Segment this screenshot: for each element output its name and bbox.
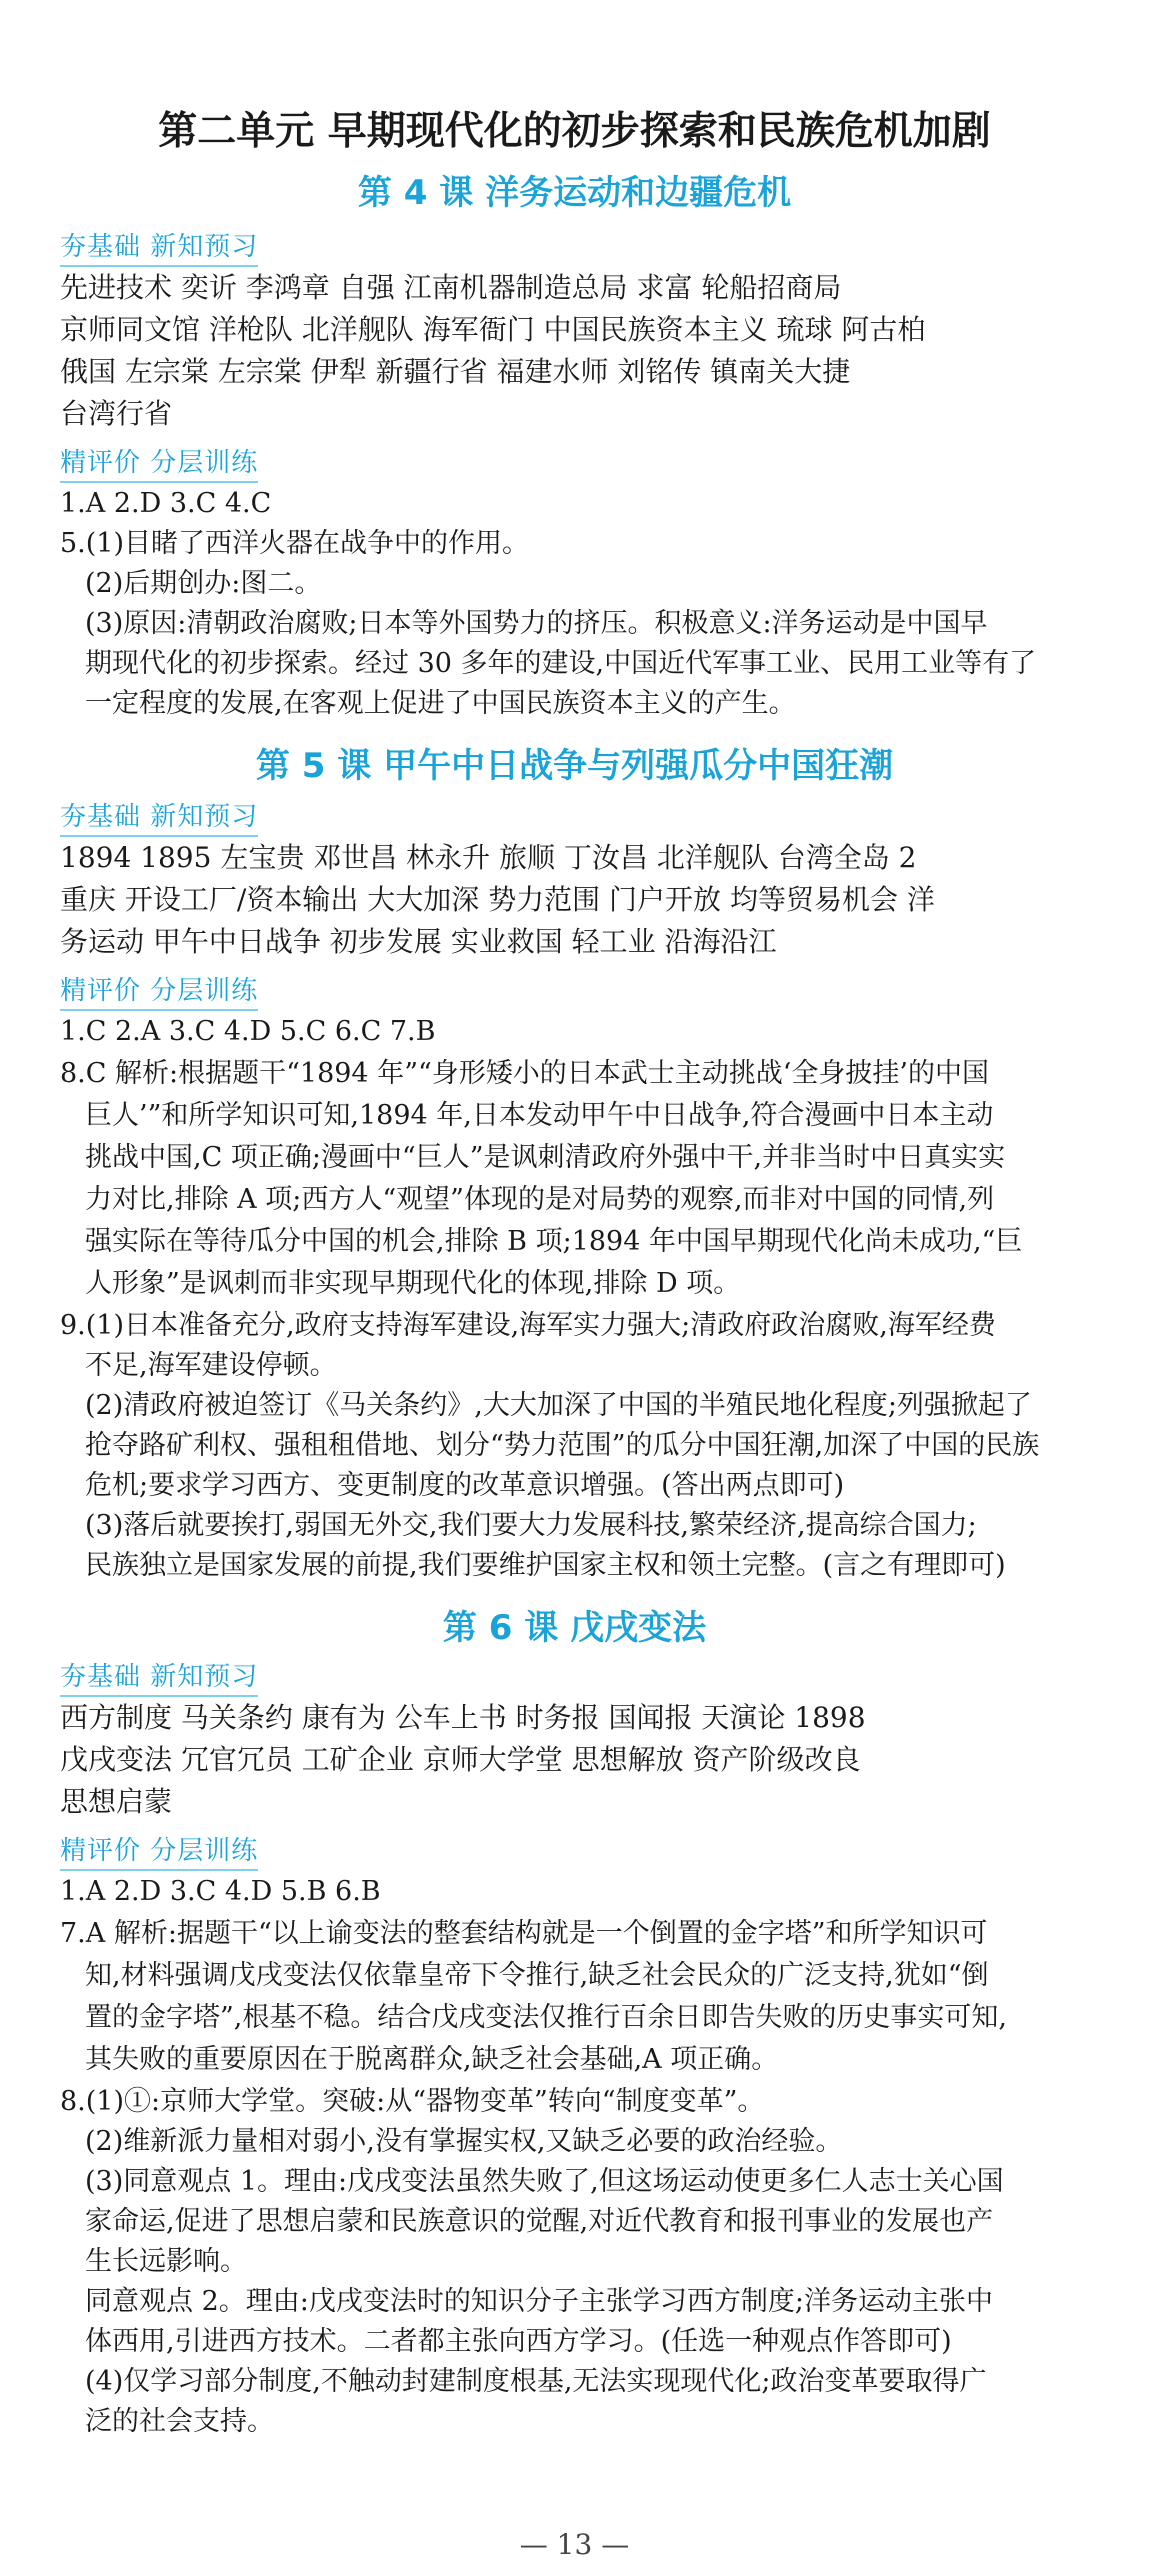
lesson-6-basics-heading: 夯基础 新知预习	[60, 1656, 258, 1697]
lesson-6-answer-line: 体西用,引进西方技术。二者都主张向西方学习。(任选一种观点作答即可)	[85, 2326, 952, 2357]
lesson-5-basics-line: 重庆 开设工厂/资本输出 大大加深 势力范围 门户开放 均等贸易机会 洋	[60, 883, 935, 916]
lesson-6-basics-line: 戊戌变法 冗官冗员 工矿企业 京师大学堂 思想解放 资产阶级改良	[60, 1743, 861, 1776]
lesson-5-answer-line: 危机;要求学习西方、变更制度的改革意识增强。(答出两点即可)	[85, 1470, 845, 1501]
lesson-6-answer-line: 泛的社会支持。	[85, 2406, 274, 2437]
lesson-6-answer-line: 8.(1)①:京师大学堂。突破:从“器物变革”转向“制度变革”。	[60, 2086, 765, 2117]
lesson-6-answer-line: 生长远影响。	[85, 2246, 247, 2277]
lesson-6-answer-line: (3)同意观点 1。理由:戊戌变法虽然失败了,但这场运动使更多仁人志士关心国	[85, 2166, 1004, 2197]
lesson-4-basics-heading: 夯基础 新知预习	[60, 226, 258, 267]
lesson-6-title: 第 6 课 戊戌变法	[442, 1608, 707, 1648]
lesson-4-answer-line: (3)原因:清朝政治腐败;日本等外国势力的挤压。积极意义:洋务运动是中国早	[85, 608, 988, 639]
lesson-4-basics-line: 京师同文馆 洋枪队 北洋舰队 海军衙门 中国民族资本主义 琉球 阿古柏	[60, 313, 926, 346]
lesson-5-answer-line: 巨人’”和所学知识可知,1894 年,日本发动甲午中日战争,符合漫画中日本主动	[85, 1100, 994, 1131]
lesson-5-answer-line: 抢夺路矿利权、强租租借地、划分“势力范围”的瓜分中国狂潮,加深了中国的民族	[85, 1430, 1040, 1461]
lesson-6-answer-line: 其失败的重要原因在于脱离群众,缺乏社会基础,A 项正确。	[85, 2044, 779, 2075]
lesson-6-answer-line: 知,材料强调戊戌变法仅依靠皇帝下令推行,缺乏社会民众的广泛支持,犹如“倒	[85, 1960, 989, 1991]
lesson-4-answer-line: 5.(1)目睹了西洋火器在战争中的作用。	[60, 528, 530, 559]
lesson-5-basics-heading: 夯基础 新知预习	[60, 796, 258, 837]
lesson-5-answer-line: (3)落后就要挨打,弱国无外交,我们要大力发展科技,繁荣经济,提高综合国力;	[85, 1510, 977, 1541]
lesson-5-answer-line: 不足,海军建设停顿。	[85, 1350, 337, 1381]
lesson-6-answer-line: 置的金字塔”,根基不稳。结合戊戌变法仅推行百余日即告失败的历史事实可知,	[85, 2002, 1007, 2033]
lesson-4-answer-line: 1.A 2.D 3.C 4.C	[60, 488, 272, 519]
lesson-6-answer-line: 1.A 2.D 3.C 4.D 5.B 6.B	[60, 1876, 381, 1907]
lesson-4-basics-line: 先进技术 奕䜣 李鸿章 自强 江南机器制造总局 求富 轮船招商局	[60, 271, 842, 304]
lesson-6-answer-line: (4)仅学习部分制度,不触动封建制度根基,无法实现现代化;政治变革要取得广	[85, 2366, 987, 2397]
lesson-5-answer-line: 9.(1)日本准备充分,政府支持海军建设,海军实力强大;清政府政治腐败,海军经费	[60, 1310, 996, 1341]
lesson-5-answer-line: 强实际在等待瓜分中国的机会,排除 B 项;1894 年中国早期现代化尚未成功,“巨	[85, 1226, 1023, 1257]
lesson-6-answer-line: 家命运,促进了思想启蒙和民族意识的觉醒,对近代教育和报刊事业的发展也产	[85, 2206, 994, 2237]
unit-title: 第二单元 早期现代化的初步探索和民族危机加剧	[158, 109, 991, 154]
lesson-5-answer-line: (2)清政府被迫签订《马关条约》,大大加深了中国的半殖民地化程度;列强掀起了	[85, 1390, 1032, 1421]
lesson-5-answer-line: 人形象”是讽刺而非实现早期现代化的体现,排除 D 项。	[85, 1268, 741, 1299]
lesson-6-basics-line: 思想启蒙	[60, 1785, 173, 1818]
lesson-4-practice-heading: 精评价 分层训练	[60, 442, 258, 483]
lesson-5-answer-line: 民族独立是国家发展的前提,我们要维护国家主权和领土完整。(言之有理即可)	[85, 1550, 1006, 1581]
lesson-5-answer-line: 挑战中国,C 项正确;漫画中“巨人”是讽刺清政府外强中干,并非当时中日真实实	[85, 1142, 1006, 1173]
lesson-4-basics-line: 台湾行省	[60, 397, 173, 430]
lesson-4-answer-line: 一定程度的发展,在客观上促进了中国民族资本主义的产生。	[85, 688, 796, 719]
lesson-4-answer-line: (2)后期创办:图二。	[85, 568, 322, 599]
lesson-4-answer-line: 期现代化的初步探索。经过 30 多年的建设,中国近代军事工业、民用工业等有了	[85, 648, 1037, 679]
lesson-5-title: 第 5 课 甲午中日战争与列强瓜分中国狂潮	[255, 746, 894, 786]
lesson-4-basics-line: 俄国 左宗棠 左宗棠 伊犁 新疆行省 福建水师 刘铭传 镇南关大捷	[60, 355, 851, 388]
lesson-6-answer-line: 7.A 解析:据题干“以上谕变法的整套结构就是一个倒置的金字塔”和所学知识可	[60, 1918, 988, 1949]
lesson-6-answer-line: 同意观点 2。理由:戊戌变法时的知识分子主张学习西方制度;洋务运动主张中	[85, 2286, 993, 2317]
lesson-5-basics-line: 1894 1895 左宝贵 邓世昌 林永升 旅顺 丁汝昌 北洋舰队 台湾全岛 2	[60, 841, 917, 874]
page-number: — 13 —	[519, 2528, 630, 2561]
lesson-6-answer-line: (2)维新派力量相对弱小,没有掌握实权,又缺乏必要的政治经验。	[85, 2126, 843, 2157]
lesson-5-practice-heading: 精评价 分层训练	[60, 970, 258, 1011]
lesson-5-answer-line: 8.C 解析:根据题干“1894 年”“身形矮小的日本武士主动挑战‘全身披挂’的中国	[60, 1058, 989, 1089]
lesson-6-practice-heading: 精评价 分层训练	[60, 1830, 258, 1871]
lesson-4-title: 第 4 课 洋务运动和边疆危机	[357, 173, 792, 213]
lesson-6-basics-line: 西方制度 马关条约 康有为 公车上书 时务报 国闻报 天演论 1898	[60, 1701, 866, 1734]
lesson-5-basics-line: 务运动 甲午中日战争 初步发展 实业救国 轻工业 沿海沿江	[60, 925, 777, 958]
lesson-5-answer-line: 力对比,排除 A 项;西方人“观望”体现的是对局势的观察,而非对中国的同情,列	[85, 1184, 995, 1215]
lesson-5-answer-line: 1.C 2.A 3.C 4.D 5.C 6.C 7.B	[60, 1016, 436, 1047]
